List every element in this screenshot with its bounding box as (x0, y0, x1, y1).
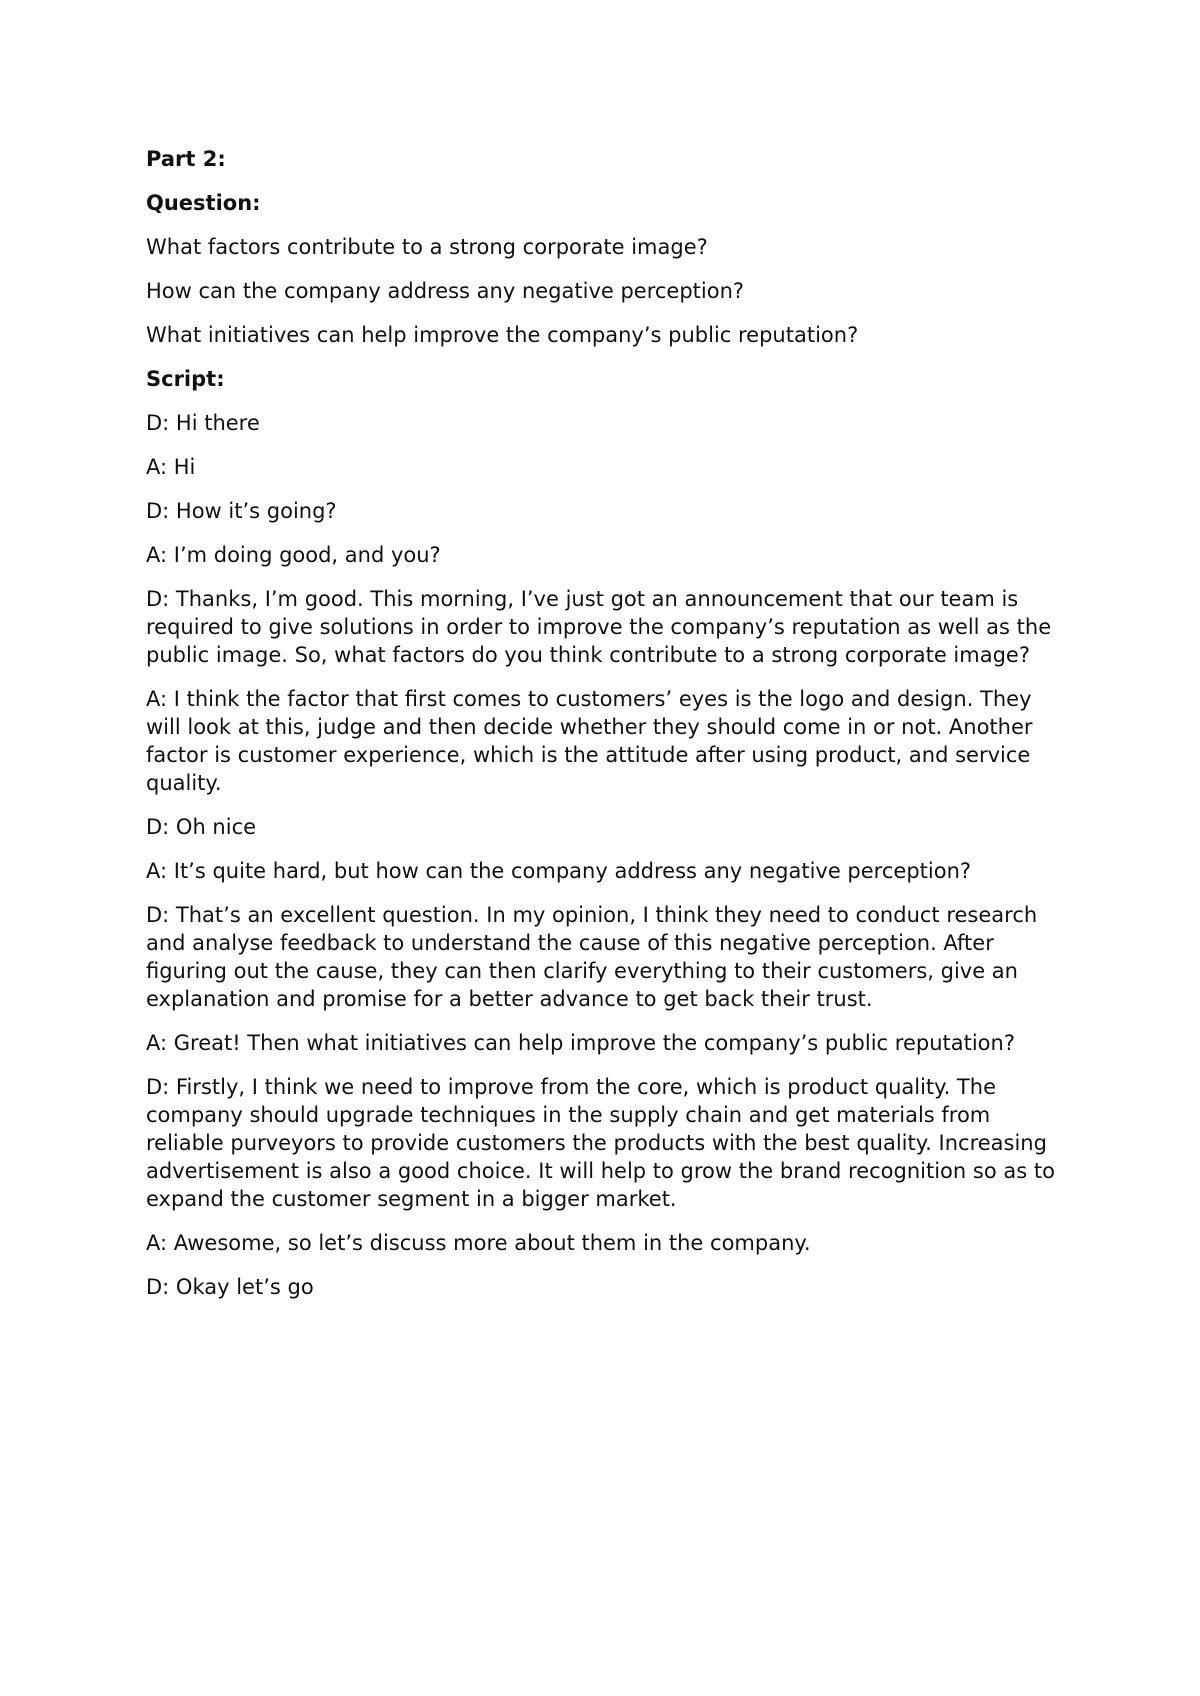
script-heading: Script: (146, 367, 225, 391)
script-line: D: Thanks, I’m good. This morning, I’ve just got an announcement that our team is required to give solutions in order to improve the company’s reputation as well as the public image. So, what factors do you think contribute to a strong corporate image? (146, 587, 1052, 667)
question-heading: Question: (146, 191, 261, 215)
script-line: A: I’m doing good, and you? (146, 543, 441, 567)
script-line: A: It’s quite hard, but how can the company address any negative perception? (146, 859, 972, 883)
script-line: A: Awesome, so let’s discuss more about them in the company. (146, 1231, 811, 1255)
question-1: What factors contribute to a strong corporate image? (146, 235, 708, 259)
script-line: D: That’s an excellent question. In my opinion, I think they need to conduct research and analyse feedback to understand the cause of this negative perception. After figuring out the cause, they can then clarify everything to their customers, give an explanation and promise for a better advance to get back their trust. (146, 903, 1038, 1011)
script-line: D: Okay let’s go (146, 1275, 314, 1299)
part-title: Part 2: (146, 147, 226, 171)
script-line: D: How it’s going? (146, 499, 337, 523)
script-line: D: Oh nice (146, 815, 257, 839)
script-line: A: I think the factor that first comes to customers’ eyes is the logo and design. They will look at this, judge and then decide whether they should come in or not. Another factor is customer experience, which is the attitude after using product, and service quality. (146, 687, 1033, 795)
script-line: A: Hi (146, 455, 196, 479)
script-line: D: Firstly, I think we need to improve from the core, which is product quality. The company should upgrade techniques in the supply chain and get materials from reliable purveyors to provide customers the products with the best quality. Increasing advertisement is also a good choice. It will help to grow the brand recognition so as to expand the customer segment in a bigger market. (146, 1075, 1055, 1211)
document-body (146, 145, 1066, 1317)
script-line: D: Hi there (146, 411, 260, 435)
question-2: How can the company address any negative perception? (146, 279, 745, 303)
script-line: A: Great! Then what initiatives can help improve the company’s public reputation? (146, 1031, 1015, 1055)
question-3: What initiatives can help improve the company’s public reputation? (146, 323, 859, 347)
